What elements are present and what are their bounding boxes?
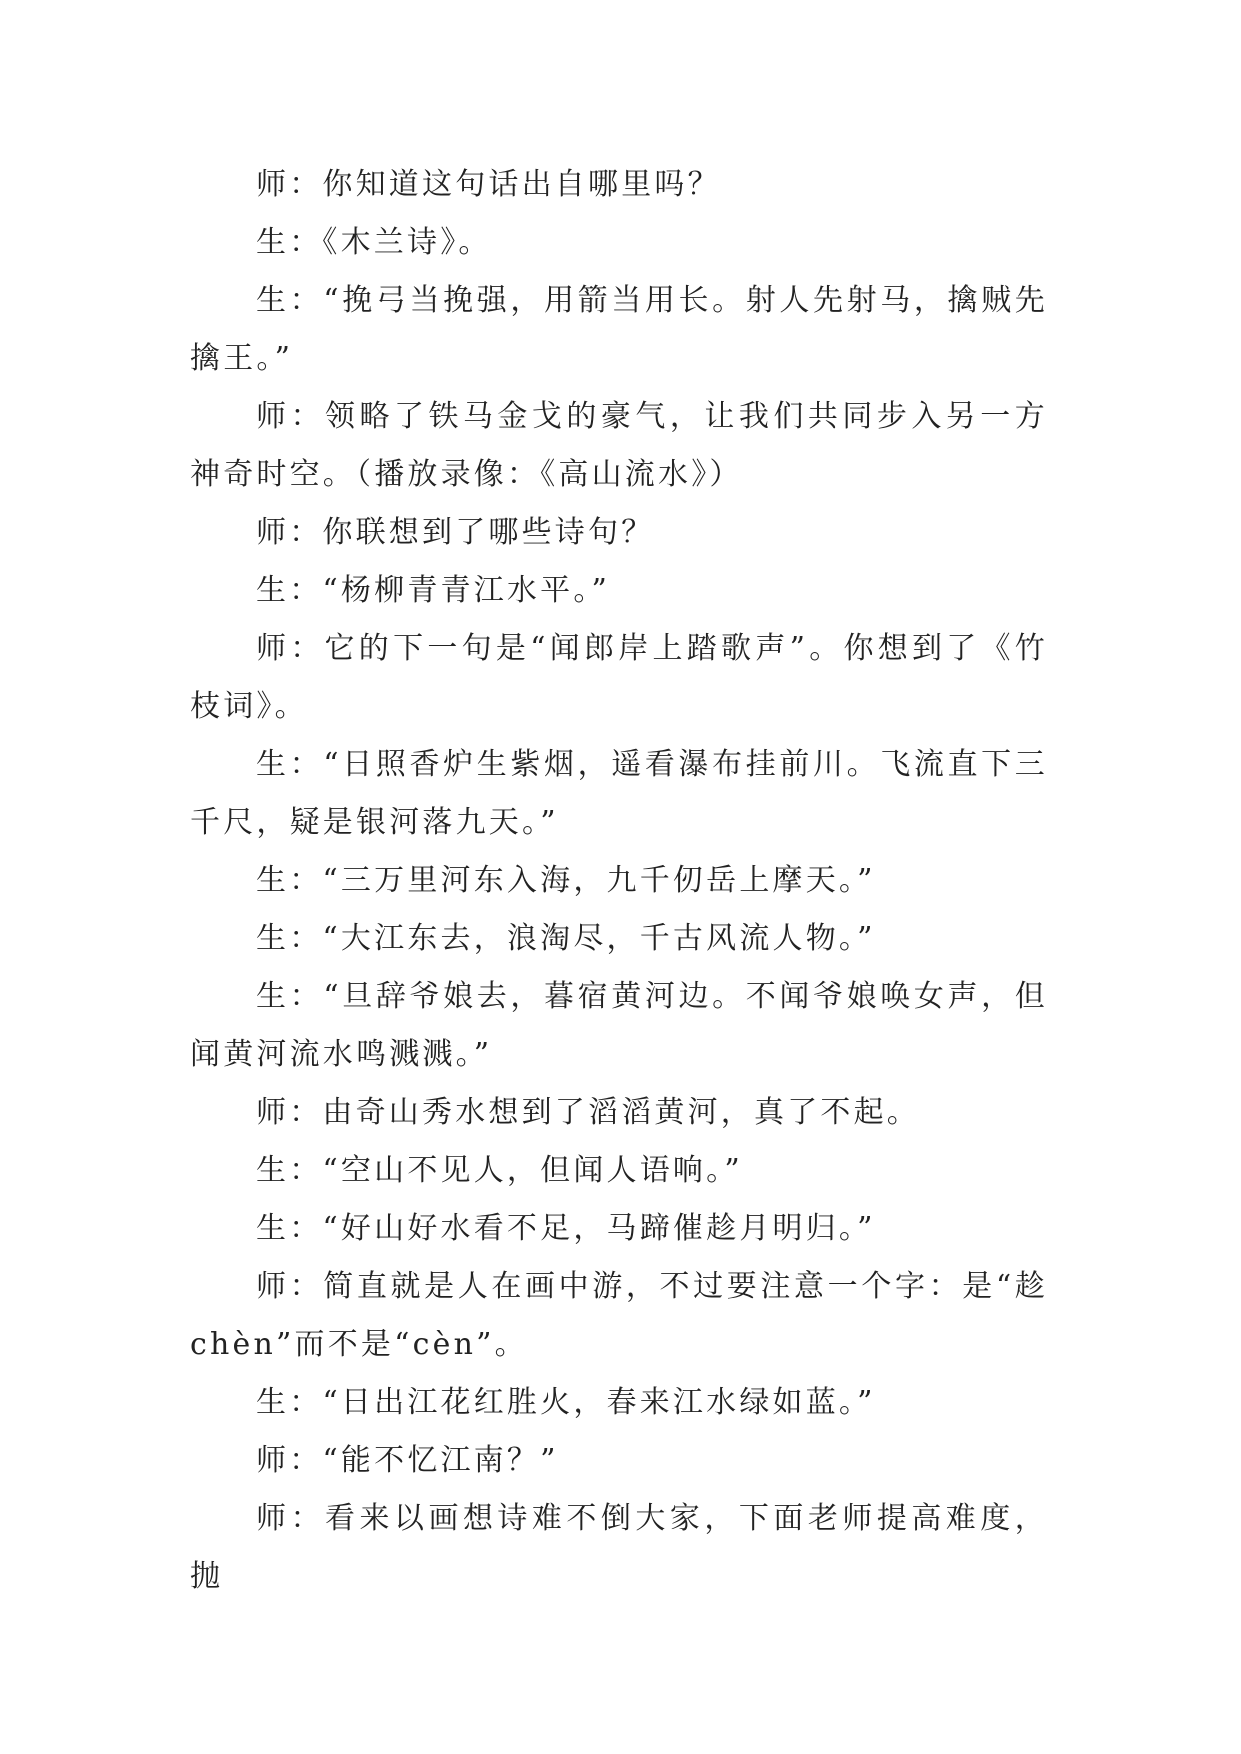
paragraph: 生：“大江东去，浪淘尽，千古风流人物。” [256, 921, 876, 956]
paragraph: 生：“杨柳青青江水平。” [256, 573, 611, 608]
paragraph: 生：“挽弓当挽强，用箭当用长。射人先射马，擒贼先擒王。” [190, 283, 1048, 376]
paragraph: 师：看来以画想诗难不倒大家，下面老师提高难度，抛 [190, 1501, 1048, 1594]
document-body [190, 156, 1048, 1606]
paragraph: 师：它的下一句是“闻郎岸上踏歌声”。你想到了《竹枝词》。 [190, 631, 1048, 724]
paragraph: 生：“好山好水看不足，马蹄催趁月明归。” [256, 1211, 876, 1246]
paragraph: 生：《木兰诗》。 [256, 225, 492, 260]
paragraph: 生：“三万里河东入海，九千仞岳上摩天。” [256, 863, 876, 898]
paragraph: 师：你知道这句话出自哪里吗？ [256, 167, 721, 202]
paragraph: 生：“旦辞爷娘去，暮宿黄河边。不闻爷娘唤女声，但闻黄河流水鸣溅溅。” [190, 979, 1048, 1072]
paragraph: 生：“空山不见人，但闻人语响。” [256, 1153, 743, 1188]
paragraph: 生：“日出江花红胜火，春来江水绿如蓝。” [256, 1385, 876, 1420]
paragraph: 师：由奇山秀水想到了滔滔黄河，真了不起。 [256, 1095, 920, 1130]
paragraph: 师：“能不忆江南？” [256, 1443, 559, 1478]
paragraph: 师：你联想到了哪些诗句？ [256, 515, 655, 550]
paragraph: 师：领略了铁马金戈的豪气，让我们共同步入另一方神奇时空。（播放录像：《高山流水》） [190, 399, 1048, 492]
paragraph: 生：“日照香炉生紫烟，遥看瀑布挂前川。飞流直下三千尺，疑是银河落九天。” [190, 747, 1048, 840]
paragraph: 师：简直就是人在画中游，不过要注意一个字：是“趁chèn”而不是“cèn”。 [190, 1269, 1048, 1362]
